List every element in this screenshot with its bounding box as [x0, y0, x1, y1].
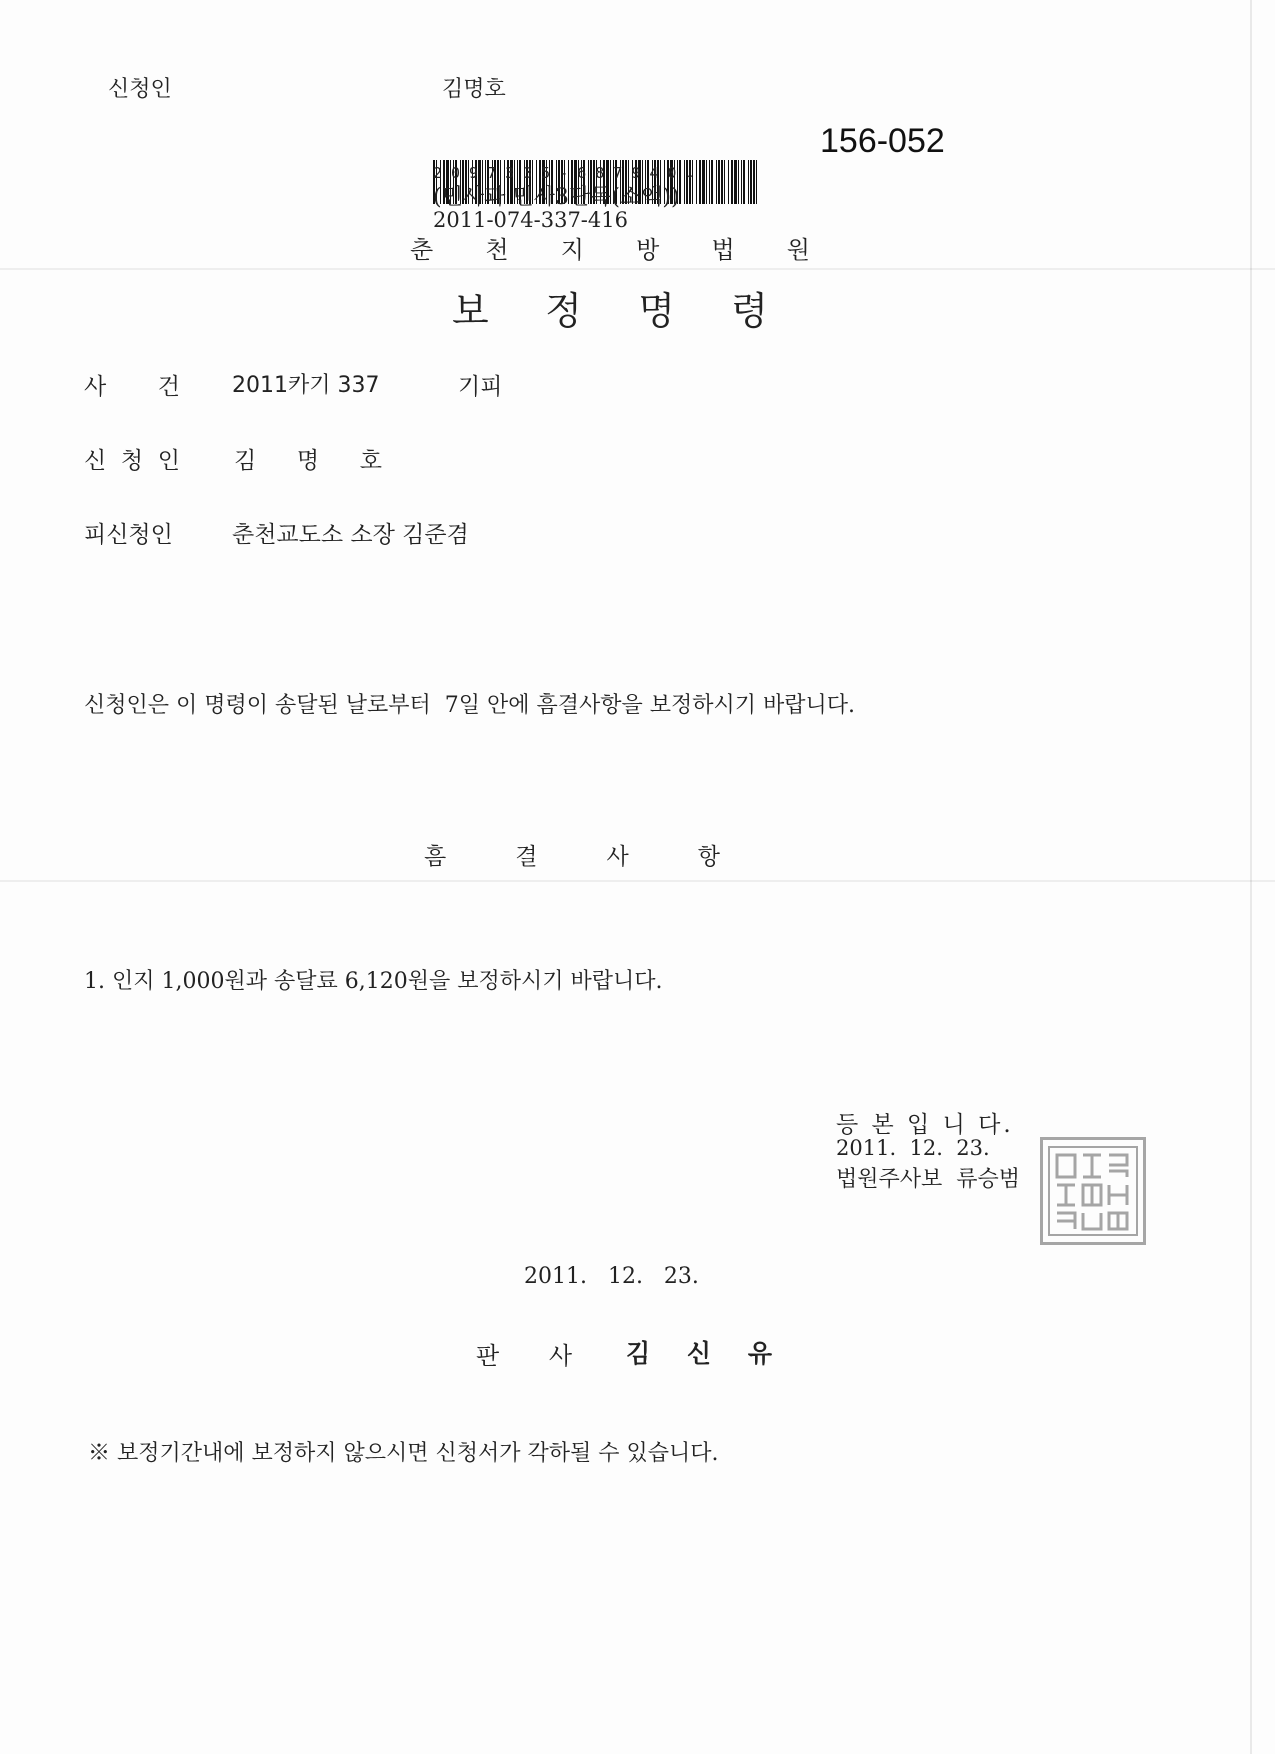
barcode-bar [743, 160, 745, 204]
applicant-name-char: 호 [359, 448, 382, 474]
applicant-name-char: 명 [296, 448, 320, 474]
header-applicant-label: 신청인 [108, 77, 172, 102]
applicant-name-char: 김 [234, 448, 257, 474]
defects-heading-char: 결 [515, 844, 538, 870]
fold-line [0, 880, 1275, 882]
notice-text: ※ 보정기간내에 보정하지 않으시면 신청서가 각하될 수 있습니다. [88, 1441, 719, 1466]
court-name-char: 춘 [410, 236, 434, 264]
judge-name-char: 신 [686, 1339, 712, 1368]
applicant-label [84, 442, 180, 475]
title-char: 정 [545, 289, 582, 333]
department-label: (민사과 민사3단독(소액)) [433, 185, 680, 210]
barcode-digits: 2097335-687940↓ [433, 164, 704, 182]
case-result: 기피 [458, 374, 503, 400]
barcode-bar [738, 160, 739, 204]
title-char: 명 [638, 289, 675, 333]
barcode-bar [706, 160, 707, 204]
certification-date: 2011. 12. 23. [836, 1136, 990, 1160]
case-number: 2011카기 337 [232, 373, 380, 398]
barcode-bar [724, 160, 725, 204]
barcode-bar [753, 160, 755, 204]
barcode-bar [709, 160, 710, 204]
barcode-bar [728, 160, 729, 204]
court-name-char: 방 [636, 236, 660, 264]
court-name-char: 천 [485, 236, 509, 264]
header-applicant-name: 김명호 [442, 77, 506, 102]
certification-text: 등 본 입 니 다. [836, 1112, 1014, 1138]
defect-item: 1. 인지 1,000원과 송달료 6,120원을 보정하시기 바랍니다. [84, 969, 663, 994]
defects-heading-char: 항 [697, 844, 720, 870]
court-name [410, 230, 810, 265]
order-text: 신청인은 이 명령이 송달된 날로부터 7일 안에 흠결사항을 보정하시기 바랍니다. [84, 693, 855, 718]
seal-icon [1043, 1140, 1143, 1242]
fold-line [1250, 0, 1252, 1754]
court-name-char: 원 [786, 236, 810, 264]
barcode-bar [734, 160, 737, 204]
respondent-label: 피신청인 [84, 522, 173, 548]
barcode-bar [756, 160, 757, 204]
defects-heading-char: 사 [606, 844, 629, 870]
judge-title-char: 사 [548, 1342, 572, 1370]
barcode-bar [731, 160, 733, 204]
judge-title-char: 판 [476, 1342, 500, 1370]
tracking-number: 156-052 [820, 122, 945, 160]
title-char: 보 [452, 289, 489, 333]
barcode-bar [718, 160, 720, 204]
case-label-char: 건 [157, 374, 180, 400]
court-name-char: 지 [560, 236, 584, 264]
applicant-label-char: 신 [84, 448, 107, 474]
barcode-bar [748, 160, 749, 204]
judge-name-char: 김 [626, 1339, 651, 1368]
order-date: 2011. 12. 23. [524, 1264, 699, 1289]
judge-name-char: 유 [747, 1339, 772, 1368]
respondent-name: 춘천교도소 소장 김준겸 [232, 522, 469, 548]
reference-number: 2011-074-337-416 [433, 208, 628, 232]
document-title [452, 280, 768, 335]
barcode-bar [721, 160, 723, 204]
barcode-bar [741, 160, 742, 204]
fold-line [0, 268, 1275, 270]
applicant-label-char: 청 [120, 448, 144, 474]
court-name-char: 법 [711, 236, 735, 264]
barcode-bar [716, 160, 717, 204]
applicant-label-char: 인 [157, 448, 180, 474]
case-label [84, 368, 180, 401]
case-label-char: 사 [84, 374, 107, 400]
judge-name [626, 1334, 772, 1370]
certifying-officer: 법원주사보 류승범 [836, 1167, 1021, 1192]
defects-heading-char: 흠 [424, 844, 447, 870]
court-seal-stamp [1040, 1137, 1146, 1245]
judge-title [476, 1336, 572, 1371]
defects-heading [424, 838, 720, 871]
barcode-bar [750, 160, 752, 204]
barcode-bar [711, 160, 713, 204]
title-char: 령 [731, 289, 768, 333]
applicant-name [234, 442, 382, 475]
